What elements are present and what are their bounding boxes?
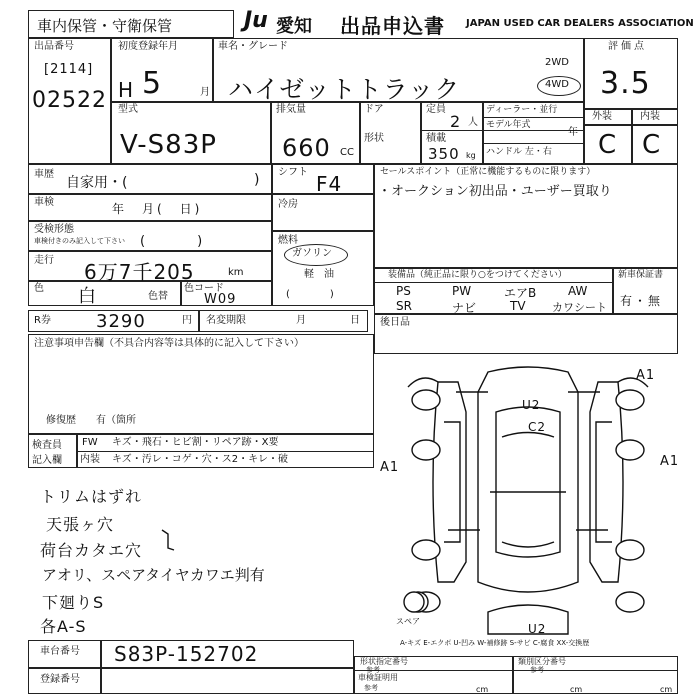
lot-number: 02522	[32, 88, 107, 113]
notes-label: 注意事項申告欄（不具合内容等は具体的に記入して下さい）	[34, 338, 304, 349]
damage-mark: A1	[660, 454, 680, 469]
equip-navi: ナビ	[452, 301, 477, 315]
load-label: 積載	[426, 133, 446, 144]
repair-label: 修復歴 有（箇所	[46, 415, 136, 426]
handwritten-note: 下廻りS	[42, 593, 105, 612]
score-label: 評価点	[608, 41, 647, 52]
size-ref3: 参考	[364, 684, 378, 692]
size-cm: cm	[570, 685, 583, 694]
inspector-fw-items: キズ・飛石・ヒビ割・リペア跡・X要	[112, 437, 279, 448]
model-code-label: 型式	[118, 104, 138, 115]
equip-aw: AW	[568, 284, 588, 298]
damage-legend: A-キズ E-エクボ U-凹み W-補修跡 S-サビ C-腐食 XX-交換歴	[400, 639, 590, 647]
registration-label: 登録番号	[40, 674, 80, 685]
fuel-gas: ガソリン	[292, 248, 332, 259]
handwritten-note: 荷台カタエ穴	[40, 541, 143, 560]
handle-label: ハンドル 左・右	[486, 147, 552, 157]
usage-label: 車歴	[34, 169, 54, 180]
chassis-value: S83P-152702	[114, 642, 259, 666]
shift-value: F4	[316, 172, 343, 196]
inspector-fw-label: FW	[82, 437, 98, 448]
handwritten-note: トリムはずれ	[40, 487, 143, 506]
vehicle-diagram	[378, 352, 678, 652]
sales-point-label: セールスポイント（正常に機能するものに限ります）	[380, 167, 596, 177]
fuel-other: ( )	[286, 289, 334, 300]
fuel-label: 燃料	[278, 235, 298, 246]
inspector-interior-label: 内装	[80, 454, 100, 465]
displacement-label: 排気量	[276, 104, 306, 115]
storage-label: 車内保管・守衛保管	[37, 17, 173, 35]
inspector-label: 検査員 記入欄	[32, 440, 62, 466]
score-value: 3.5	[600, 66, 651, 101]
capacity-value: 2	[450, 112, 462, 131]
color-code-label: 色コード	[184, 283, 224, 294]
consign-value: ( )	[140, 234, 203, 249]
lot-label: 出品番号	[34, 41, 74, 52]
shift-label: シフト	[278, 167, 308, 178]
size-ref2: 参考	[530, 666, 544, 674]
warranty-label: 新車保証書	[618, 270, 664, 280]
color-swap-label: 色替	[148, 291, 168, 302]
door-label: ドア	[364, 104, 384, 115]
lot-bracket: [2114]	[44, 62, 94, 77]
name-change-month: 月	[296, 315, 306, 326]
damage-mark: U2	[528, 622, 547, 636]
equip-tv: TV	[510, 299, 526, 313]
size-reg-label: 車検証明用	[358, 673, 398, 682]
handwritten-note: アオリ、スペアタイヤカワエ判有	[42, 566, 265, 584]
equip-sr: SR	[396, 299, 412, 313]
equip-leather: カワシート	[552, 301, 607, 314]
model-year-label: モデル年式	[486, 120, 531, 130]
color-value: 白	[78, 286, 97, 307]
first-reg-era: H	[118, 78, 135, 102]
recycle-unit: 円	[182, 315, 192, 326]
equip-ps: PS	[396, 284, 411, 298]
size-cm: cm	[660, 685, 673, 694]
damage-mark: U2	[522, 398, 541, 412]
score-ext: C	[598, 130, 618, 160]
model-code-value: V-S83P	[120, 130, 217, 160]
damage-mark: A1	[380, 460, 400, 475]
consign-sub: 車検付きのみ記入して下さい	[34, 237, 125, 245]
color-label: 色	[34, 283, 44, 294]
fuel-diesel: 軽 油	[304, 269, 334, 280]
after-box	[374, 314, 678, 354]
model-year-unit: 年	[568, 127, 578, 138]
chassis-label: 車台番号	[40, 646, 80, 657]
damage-mark: C2	[528, 420, 547, 434]
association-name: JAPAN USED CAR DEALERS ASSOCIATION	[466, 18, 694, 29]
score-int-label: 内装	[640, 111, 660, 122]
ac-label: 冷房	[278, 199, 298, 210]
recycle-value: 3290	[96, 311, 146, 332]
logo-text: 愛知	[276, 16, 312, 37]
drive-2wd: 2WD	[545, 57, 569, 68]
equip-airbag: エアB	[504, 286, 537, 300]
color-code-value: W09	[204, 292, 237, 307]
sales-point-value: ・オークション初出品・ユーザー買取り	[378, 184, 612, 199]
capacity-label: 定員	[426, 104, 446, 115]
damage-mark: A1	[636, 368, 656, 383]
form-title: 出品申込書	[340, 14, 445, 38]
first-reg-label: 初度登録年月	[118, 41, 178, 52]
load-unit: kg	[466, 151, 476, 160]
first-reg-year: 5	[142, 66, 163, 101]
warranty-options: 有・無	[620, 294, 663, 308]
equipment-label: 装備品（純正品に限り○をつけてください）	[388, 270, 567, 280]
size-ref: 参考	[366, 666, 380, 674]
mileage-unit: km	[228, 267, 244, 278]
spare-label: スペア	[396, 617, 420, 626]
consign-label: 受検形態	[34, 224, 74, 235]
score-int: C	[642, 130, 662, 160]
size-label-a: 形状指定番号	[360, 657, 408, 666]
first-reg-month-suffix: 月	[200, 87, 210, 98]
inspector-interior-items: キズ・汚レ・コゲ・穴・ス2・キレ・破	[112, 454, 289, 465]
size-cm: cm	[476, 685, 489, 694]
load-value: 350	[428, 145, 460, 163]
capacity-unit: 人	[468, 117, 478, 128]
drive-4wd: 4WD	[545, 79, 569, 90]
score-ext-label: 外装	[592, 111, 612, 122]
name-change-day: 日	[350, 315, 360, 326]
mileage-value: 6万7千205	[84, 260, 195, 284]
inspection-value: 年 月( 日)	[112, 202, 203, 216]
mileage-label: 走行	[34, 255, 54, 266]
recycle-label: R券	[34, 315, 51, 326]
model-name-label: 車名・グレード	[218, 41, 288, 52]
shape-label: 形状	[364, 133, 384, 144]
name-change-label: 名変期限	[206, 315, 246, 326]
displacement-unit: CC	[340, 147, 354, 158]
ju-logo: Ju	[244, 8, 268, 33]
displacement-value: 660	[282, 134, 331, 162]
usage-value: 自家用・(	[66, 175, 128, 191]
handwritten-bracket	[160, 528, 200, 552]
handwritten-note: 天張ヶ穴	[46, 515, 115, 534]
inspection-label: 車検	[34, 197, 54, 208]
model-name-value: ハイゼットトラック	[228, 75, 461, 104]
usage-close: )	[254, 172, 260, 188]
storage-box	[28, 10, 234, 38]
equip-pw: PW	[452, 284, 472, 298]
handwritten-note: 各A-S	[40, 617, 87, 636]
dealer-label: ディーラー・並行	[486, 105, 558, 115]
size-label-b: 類別区分番号	[518, 657, 566, 666]
after-label: 後日品	[380, 317, 410, 328]
